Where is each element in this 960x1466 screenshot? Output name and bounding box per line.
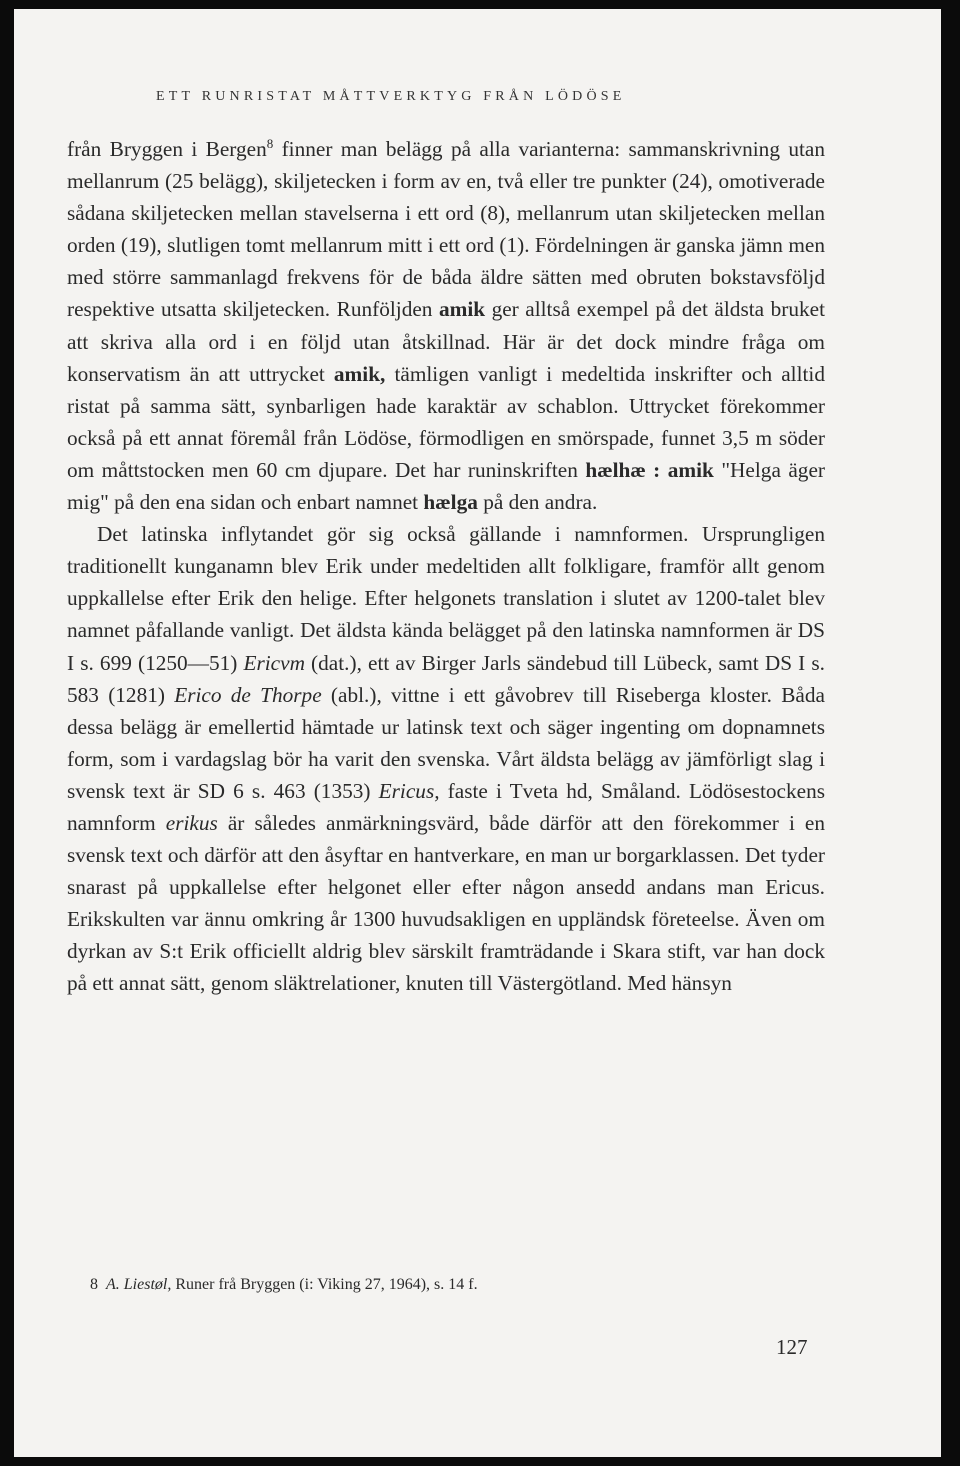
text-span: faste i Tveta hd, Småland. Lödösestockens namnform <box>67 778 826 835</box>
text-span: finner man belägg på alla varianterna: sammanskrivning utan mellanrum (25 belägg), skiljetecken i form av en, två eller tre punkter (24), omotiverade sådana skiljetecken mellan stavelserna i ett ord (8), mellanrum utan skiljetecken mellan orden (19), slutligen tomt mellanrum mitt i ett ord (1). Fördelningen är ganska jämn men med större sammanlagd frekvens för de båda äldre sätten med obruten bokstavsföljd respektive utsatta skiljetecken. Runföljden <box>67 137 825 322</box>
book-page <box>14 9 941 1457</box>
paragraph-2 <box>67 518 825 999</box>
page-number: 127 <box>776 1335 808 1359</box>
runic-transliteration: amik <box>438 297 486 322</box>
footnote-marker: 8 <box>90 1276 98 1293</box>
text-span: Det latinska inflytandet gör sig också gällande i namnformen. Ursprungligen traditionellt kunganamn blev Erik under medeltiden allt folkligare, framför allt genom uppkallelse efter Erik den helige. Efter helgonets translation i slutet av 1200-talet blev namnet påfallande vanligt. Det äldsta kända belägget på den latinska namnformen är DS I s. 699 (1250—51) <box>67 522 825 675</box>
footnote-author: A. Liestøl, <box>106 1276 172 1293</box>
runic-transliteration: amik, <box>333 361 386 386</box>
text-span: tämligen vanligt i medeltida inskrifter och alltid ristat på samma sätt, synbarligen hade karaktär av schablon. Uttrycket förekommer också på ett annat föremål från Lödöse, förmodligen en smörspade, funnet 3,5 m söder om måttstocken men 60 cm djupare. Det har runinskriften <box>67 361 825 482</box>
footnote-citation: Runer frå Bryggen (i: Viking 27, 1964), s. 14 f. <box>171 1276 478 1293</box>
name-form: erikus <box>165 810 218 835</box>
text-span: på den andra. <box>477 490 598 515</box>
text-span: ger alltså exempel på det äldsta bruket att skriva alla ord i en följd utan åtskillnad. Här är det dock mindre fråga om konservatism än att uttrycket <box>67 297 825 386</box>
paragraph-1 <box>67 133 825 518</box>
name-form: Ericvm <box>243 650 305 675</box>
runic-transliteration: hælhæ : amik <box>585 457 714 482</box>
text-span: (dat.), ett av Birger Jarls sändebud till Lübeck, samt DS I s. 583 (1281) <box>67 650 825 707</box>
text-span: från Bryggen i Bergen <box>67 137 267 161</box>
runic-transliteration: hælga <box>423 490 478 515</box>
name-form: Ericus, <box>378 778 440 803</box>
text-span: är således anmärkningsvärd, både därför att den förekommer i en svensk text och därför att den åsyftar en hantverkare, en man ur borgarklassen. Det tyder snarast på uppkallelse efter helgonet eller efter någon ansedd andans man Ericus. Erikskulten var ännu omkring år 1300 huvudsakligen en uppländsk företeelse. Även om dyrkan av S:t Erik officiellt aldrig blev särskilt framträdande i Skara stift, var han dock på ett annat sätt, genom släktrelationer, knuten till Västergötland. Med hänsyn <box>67 810 825 996</box>
running-header: ETT RUNRISTAT MÅTTVERKTYG FRÅN LÖDÖSE <box>156 89 626 104</box>
name-form: Erico de Thorpe <box>174 682 322 707</box>
footnote-reference: 8 <box>266 135 274 151</box>
footnote <box>90 1276 478 1294</box>
body-text <box>67 133 825 1000</box>
text-span: "Helga äger mig" på den ena sidan och enbart namnet <box>67 457 825 515</box>
text-span: (abl.), vittne i ett gåvobrev till Riseberga kloster. Båda dessa belägg är emellertid hämtade ur latinsk text och säger ingenting om dopnamnets form, som i vardagslag bör ha varit den svenska. Vårt äldsta belägg av jämförligt slag i svensk text är SD 6 s. 463 (1353) <box>67 682 825 803</box>
